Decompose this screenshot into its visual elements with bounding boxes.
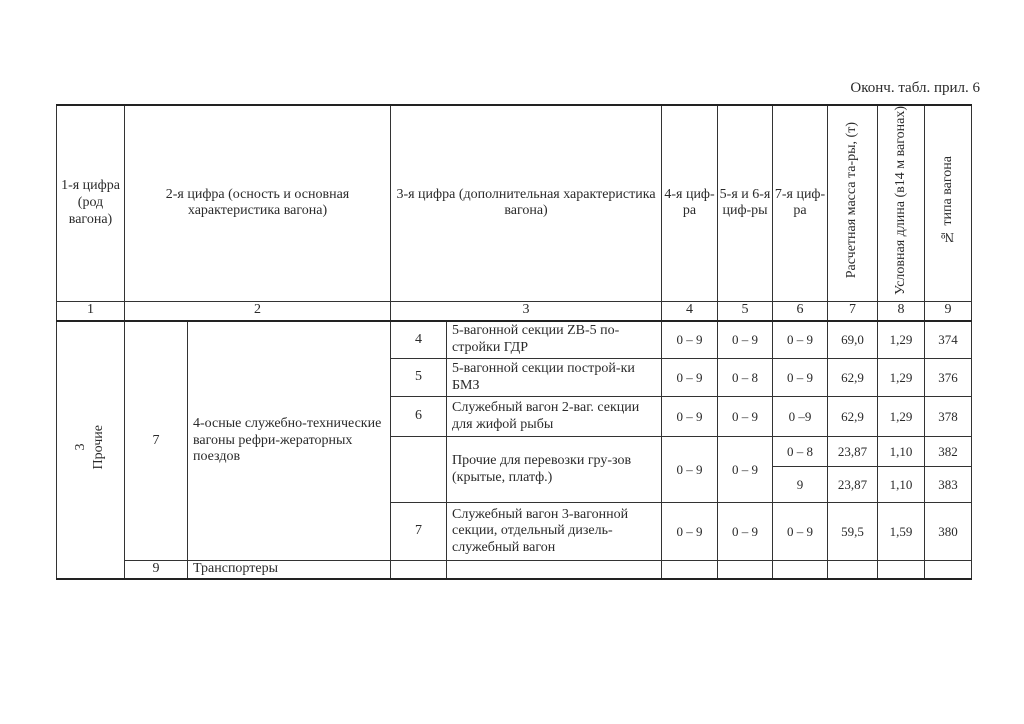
header-digit-7: 7-я циф-ра — [773, 105, 828, 301]
description-cell: Служебный вагон 3-вагонной секции, отдельный дизель-служебный вагон — [447, 503, 662, 561]
tare-mass-cell: 62,9 — [828, 359, 878, 397]
type-number-cell: 378 — [925, 397, 972, 437]
digit-4-cell: 0 – 9 — [662, 359, 718, 397]
digit-7-cell: 0 – 8 — [773, 437, 828, 467]
digit-4-cell: 0 – 9 — [662, 321, 718, 359]
digit-5-6-cell: 0 – 8 — [718, 359, 773, 397]
length-cell: 1,29 — [878, 359, 925, 397]
type-number-cell: 380 — [925, 503, 972, 561]
type-number-cell: 376 — [925, 359, 972, 397]
type-number-cell — [925, 561, 972, 580]
tare-mass-cell: 23,87 — [828, 467, 878, 503]
digit-4-cell: 0 – 9 — [662, 397, 718, 437]
digit-4-cell: 0 – 9 — [662, 503, 718, 561]
digit-7-cell: 9 — [773, 467, 828, 503]
type-number-cell: 374 — [925, 321, 972, 359]
column-number: 6 — [773, 301, 828, 321]
header-digit-4: 4-я циф-ра — [662, 105, 718, 301]
digit-3-cell: 5 — [391, 359, 447, 397]
digit-7-cell: 0 –9 — [773, 397, 828, 437]
length-cell: 1,29 — [878, 397, 925, 437]
digit-4-cell — [662, 561, 718, 580]
header-row — [57, 105, 972, 301]
wagon-code-table — [56, 104, 972, 580]
type-number-cell: 382 — [925, 437, 972, 467]
type-number-cell: 383 — [925, 467, 972, 503]
column-number-row — [57, 301, 972, 321]
header-conditional-length: Условная длина (в14 м вагонах) — [878, 105, 925, 301]
description-cell: Служебный вагон 2-ваг. секции для жифой рыбы — [447, 397, 662, 437]
column-number: 1 — [57, 301, 125, 321]
digit-5-6-cell: 0 – 9 — [718, 503, 773, 561]
tare-mass-cell: 23,87 — [828, 437, 878, 467]
digit-7-cell — [773, 561, 828, 580]
description-cell: 5-вагонной секции построй-ки БМЗ — [447, 359, 662, 397]
description-cell — [447, 561, 662, 580]
length-cell: 1,29 — [878, 321, 925, 359]
digit-5-6-cell: 0 – 9 — [718, 321, 773, 359]
column-number: 3 — [391, 301, 662, 321]
tare-mass-cell: 62,9 — [828, 397, 878, 437]
digit-3-cell: 7 — [391, 503, 447, 561]
digit-5-6-cell: 0 – 9 — [718, 397, 773, 437]
header-digit-2: 2-я цифра (осность и основная характеристика вагона) — [125, 105, 391, 301]
column-number: 8 — [878, 301, 925, 321]
column-number: 5 — [718, 301, 773, 321]
description-cell: 5-вагонной секции ZB-5 по-стройки ГДР — [447, 321, 662, 359]
digit-3-cell — [391, 561, 447, 580]
tare-mass-cell — [828, 561, 878, 580]
table-row — [57, 561, 972, 580]
header-digit-3: 3-я цифра (дополнительная характеристика вагона) — [391, 105, 662, 301]
digit-5-6-cell — [718, 561, 773, 580]
length-cell: 1,59 — [878, 503, 925, 561]
length-cell: 1,10 — [878, 437, 925, 467]
column-number: 9 — [925, 301, 972, 321]
column-number: 4 — [662, 301, 718, 321]
tare-mass-cell: 69,0 — [828, 321, 878, 359]
column-number: 7 — [828, 301, 878, 321]
group-description-cell: 4-осные служебно-технические вагоны рефри-жераторных поездов — [188, 321, 391, 561]
category-cell: 3 Прочие — [57, 321, 125, 580]
header-tare-mass: Расчетная масса та-ры, (т) — [828, 105, 878, 301]
group-digit-cell: 9 — [125, 561, 188, 580]
digit-7-cell: 0 – 9 — [773, 321, 828, 359]
group-description-cell: Транспортеры — [188, 561, 391, 580]
length-cell: 1,10 — [878, 467, 925, 503]
table-caption: Оконч. табл. прил. 6 — [850, 80, 980, 96]
digit-4-cell: 0 – 9 — [662, 437, 718, 503]
digit-5-6-cell: 0 – 9 — [718, 437, 773, 503]
digit-7-cell: 0 – 9 — [773, 359, 828, 397]
digit-3-cell: 4 — [391, 321, 447, 359]
group-digit-cell: 7 — [125, 321, 188, 561]
description-cell: Прочие для перевозки гру-зов (крытые, платф.) — [447, 437, 662, 503]
header-wagon-type-number: № типа вагона — [925, 105, 972, 301]
digit-3-cell — [391, 437, 447, 503]
table-row — [57, 321, 972, 359]
tare-mass-cell: 59,5 — [828, 503, 878, 561]
length-cell — [878, 561, 925, 580]
digit-3-cell: 6 — [391, 397, 447, 437]
header-digit-5-6: 5-я и 6-я циф-ры — [718, 105, 773, 301]
digit-7-cell: 0 – 9 — [773, 503, 828, 561]
header-digit-1: 1-я цифра (род вагона) — [57, 105, 125, 301]
column-number: 2 — [125, 301, 391, 321]
